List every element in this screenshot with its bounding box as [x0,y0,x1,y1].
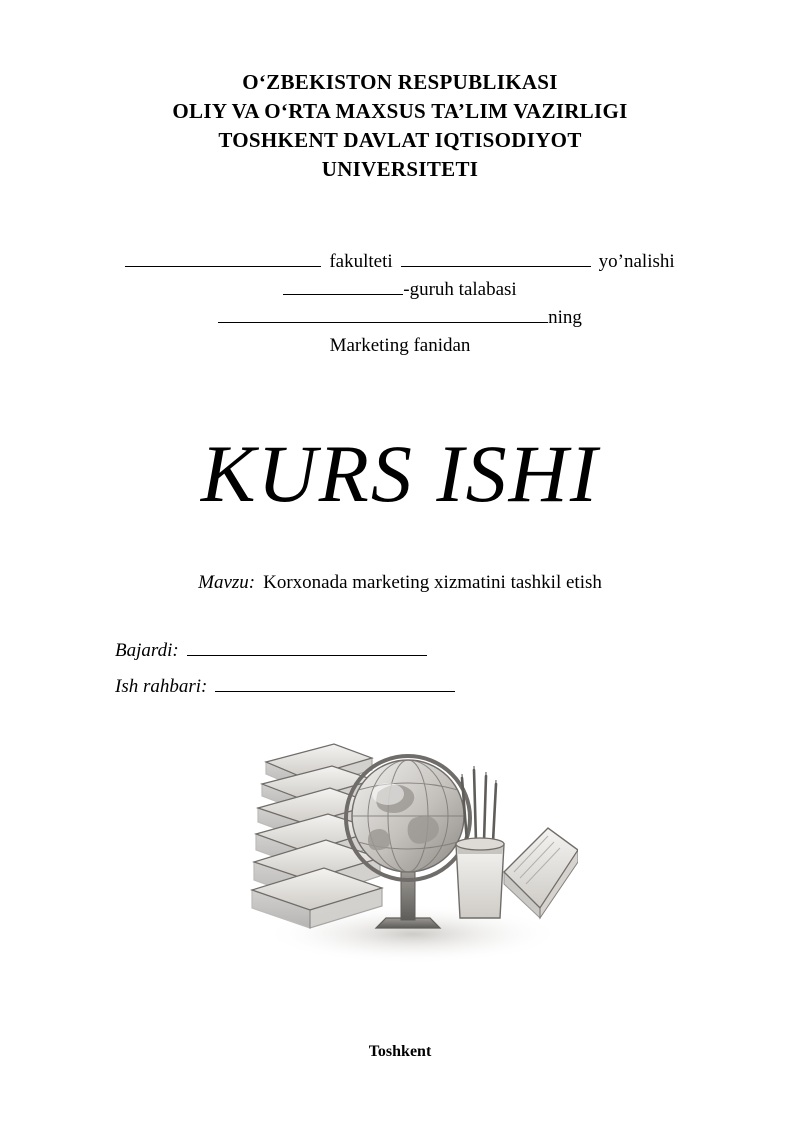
open-book [504,828,578,918]
student-name-suffix: ning [548,307,582,328]
direction-label: yo’nalishi [598,251,675,272]
supervisor-row [115,669,455,705]
topic-row [0,572,800,594]
header-line-4: UNIVERSITETI [321,157,479,181]
topic-value: Korxonada marketing xizmatini tashkil etish [263,572,602,593]
direction-blank-line[interactable] [401,252,591,267]
faculty-label: fakulteti [329,251,393,272]
faculty-blank-line[interactable] [125,252,321,267]
course-row [0,332,800,360]
footer-city: Toshkent [368,1043,432,1060]
faculty-direction-row [0,248,800,276]
topic-label: Mavzu: [198,572,256,593]
course-label: Marketing fanidan [329,335,471,356]
university-header [0,68,800,184]
performed-by-label: Bajardi: [115,640,179,661]
supervisor-blank-line[interactable] [215,677,455,692]
header-line-3: TOSHKENT DAVLAT IQTISODIYOT [218,128,582,152]
signature-block [115,633,455,705]
performed-by-row [115,633,455,669]
group-row [0,276,800,304]
student-info-fields [0,248,800,360]
pencil-holder [456,766,504,918]
group-blank-line[interactable] [283,280,403,295]
student-name-row [0,304,800,332]
books-globe-pencils-icon [248,722,578,972]
header-line-2: OLIY VA O‘RTA MAXSUS TA’LIM VAZIRLIGI [172,99,628,123]
supervisor-label: Ish rahbari: [115,676,208,697]
student-name-blank-line[interactable] [218,308,548,323]
page-title: KURS ISHI [200,428,600,519]
performed-by-blank-line[interactable] [187,641,427,656]
group-label: -guruh talabasi [403,279,517,300]
header-line-1: O‘ZBEKISTON RESPUBLIKASI [242,70,558,94]
